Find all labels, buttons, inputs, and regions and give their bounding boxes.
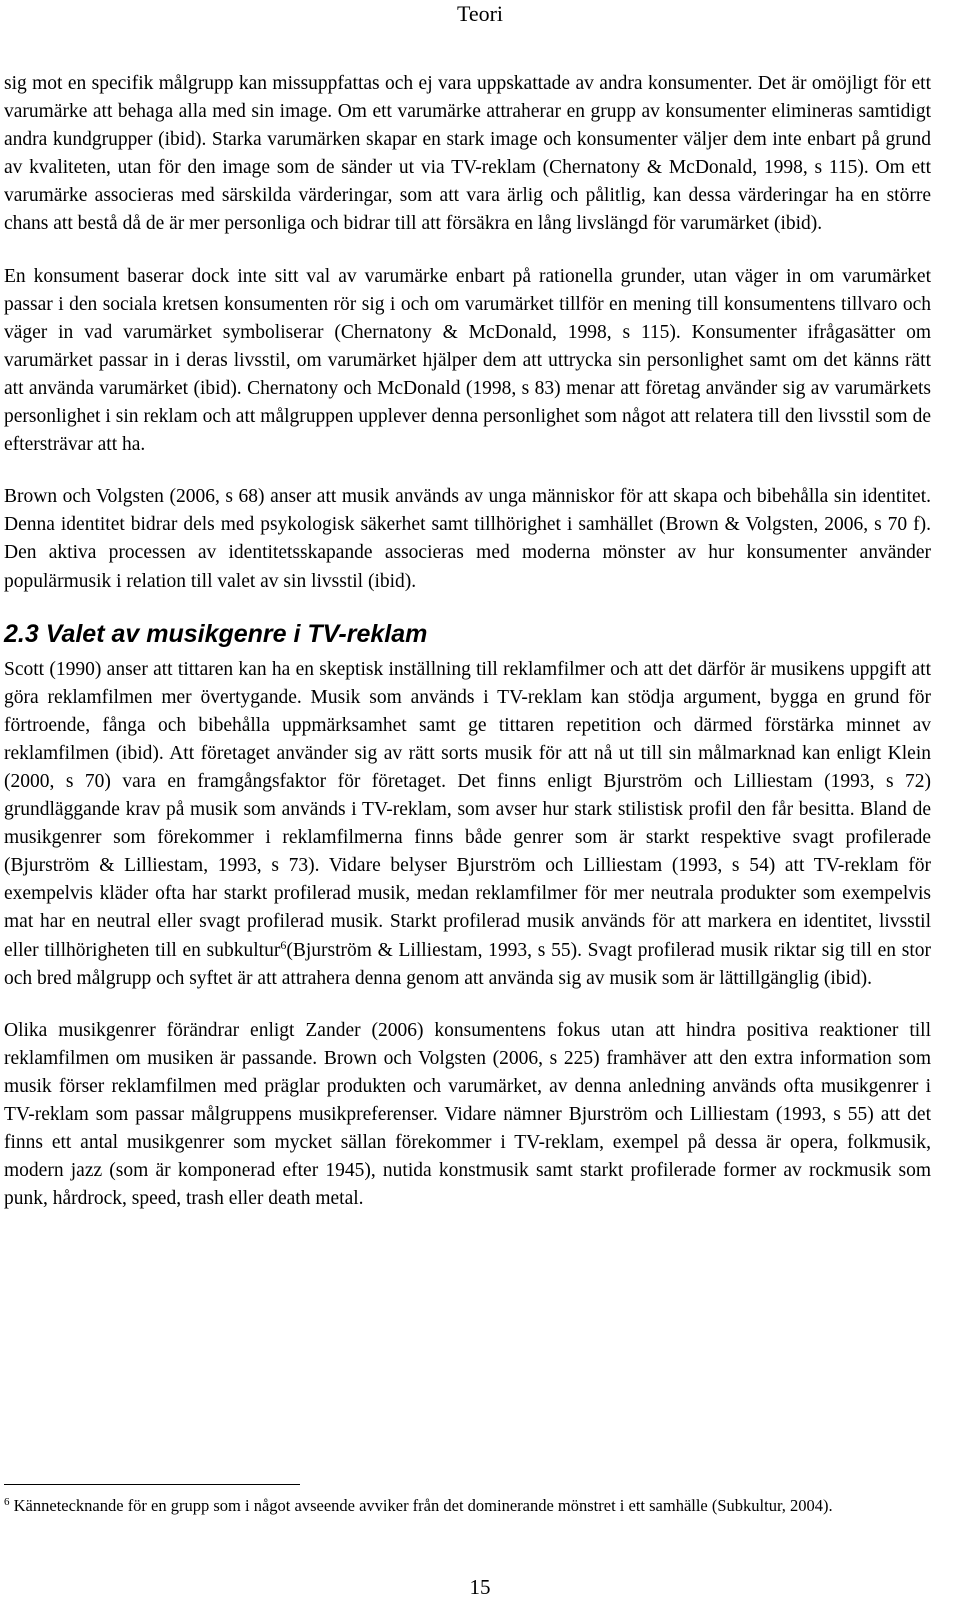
paragraph: En konsument baserar dock inte sitt val av varumärke enbart på rationella grunder, utan väger in om varumärket passar i den sociala kretsen konsumenten rör sig i och om varumärket tillför en mening till konsumentens tillvaro och väger in vad varumärket symboliserar (Chernatony & McDonald, 1998, s 115). Konsumenter ifrågasätter om varumärket passar in i deras livsstil, om varumärket hjälper dem att uttrycka sin personlighet samt om det känns rätt att använda varumärket (ibid). Chernatony och McDonald (1998, s 83) menar att företag använder sig av varumärkets personlighet i sin reklam och att målgruppen upplever denna personlighet som något att relatera till den livsstil som de eftersträvar att ha. <box>4 265 931 456</box>
paragraph: sig mot en specifik målgrupp kan missuppfattas och ej vara uppskattade av andra konsumenter. Det är omöjligt för ett varumärke att behaga alla med sin image. Om ett varumärke attraherar en grupp av konsumenter elimineras samtidigt andra kundgrupper (ibid). Starka varumärken skapar en stark image och konsumenter väljer dem inte enbart på grund av kvaliteten, utan för den image som de sänder ut via TV-reklam (Chernatony & McDonald, 1998, s 115). Om ett varumärke associeras med särskilda värderingar, som att vara ärlig och pålitlig, kan dessa värderingar ha en större chans att bestå då de är mer personliga och bidrar till att försäkra en lång livslängd för varumärket (ibid). <box>4 73 931 235</box>
footnote-text: Kännetecknande för en grupp som i något avseende avviker från det dominerande mönstret i ett samhälle (Subkultur, 2004). <box>9 1496 833 1515</box>
paragraph: Olika musikgenrer förändrar enligt Zander (2006) konsumentens fokus utan att hindra positiva reaktioner till reklamfilmen om musiken är passande. Brown och Volgsten (2006, s 225) framhäver att den extra information som musik förser reklamfilmen med präglar produkten och varumärket, av denna anledning används ofta musikgenrer i TV-reklam som passar målgruppens musikpreferenser. Vidare nämner Bjurström och Lilliestam (1993, s 55) att det finns ett antal musikgenrer som mycket sällan förekommer i TV-reklam, exempel på dessa är opera, folkmusik, modern jazz (som är komponerad efter 1945), nutida konstmusik samt starkt profilerade former av rockmusik som punk, hårdrock, speed, trash eller death metal. <box>4 1019 931 1210</box>
paragraph: Brown och Volgsten (2006, s 68) anser att musik används av unga människor för att skapa och bibehålla sin identitet. Denna identitet bidrar dels med psykologisk säkerhet samt tillhörighet i samhället (Brown & Volgsten, 2006, s 70 f). Den aktiva processen av identitetsskapande associeras med moderna mönster av hur konsumenter använder populärmusik i relation till valet av sin livsstil (ibid). <box>4 486 931 592</box>
body-text <box>4 70 931 1213</box>
section-heading: 2.3 Valet av musikgenre i TV-reklam <box>4 619 428 648</box>
footnote-divider <box>4 1484 300 1485</box>
footnote-reference: 6 <box>280 937 287 952</box>
page-number: 15 <box>469 1575 491 1599</box>
footnote-marker: 6 <box>4 1496 10 1508</box>
paragraph-text: (Bjurström & Lilliestam, 1993, s 55). Svagt profilerad musik riktar sig till en stor och bred målgrupp och syftet är att attrahera denna genom att använda sig av musik som är lättillgänglig (ibid). <box>4 939 931 989</box>
footnote <box>4 1495 931 1517</box>
paragraph <box>4 656 931 993</box>
paragraph-text: Scott (1990) anser att tittaren kan ha en skeptisk inställning till reklamfilmer och att det därför är musikens uppgift att göra reklamfilmen mer övertygande. Musik som används i TV-reklam kan stödja argument, bygga en grund för förtroende, fånga och bibehålla uppmärksamhet samt ge tittaren repetition och därmed förstärka minnet av reklamfilmen (ibid). Att företaget använder sig av rätt sorts musik för att nå ut till sin målmarknad kan enligt Klein (2000, s 70) vara en framgångsfaktor för företaget. Det finns enligt Bjurström och Lilliestam (1993, s 72) grundläggande krav på musik som används i TV-reklam, som avser hur stark stilistisk profil den får besitta. Bland de musikgenrer som förekommer i reklamfilmerna finns både genrer som är starkt respektive svagt profilerade (Bjurström & Lilliestam, 1993, s 73). Vidare belyser Bjurström och Lilliestam (1993, s 54) att TV-reklam för exempelvis kläder ofta har starkt profilerad musik, medan reklamfilmer för mer neutrala produkter som exempelvis mat har en neutral eller svagt profilerad musik. Starkt profilerad musik används för att markera en identitet, livsstil eller tillhörigheten till en subkultur <box>4 658 931 961</box>
running-header: Teori <box>456 1 504 26</box>
